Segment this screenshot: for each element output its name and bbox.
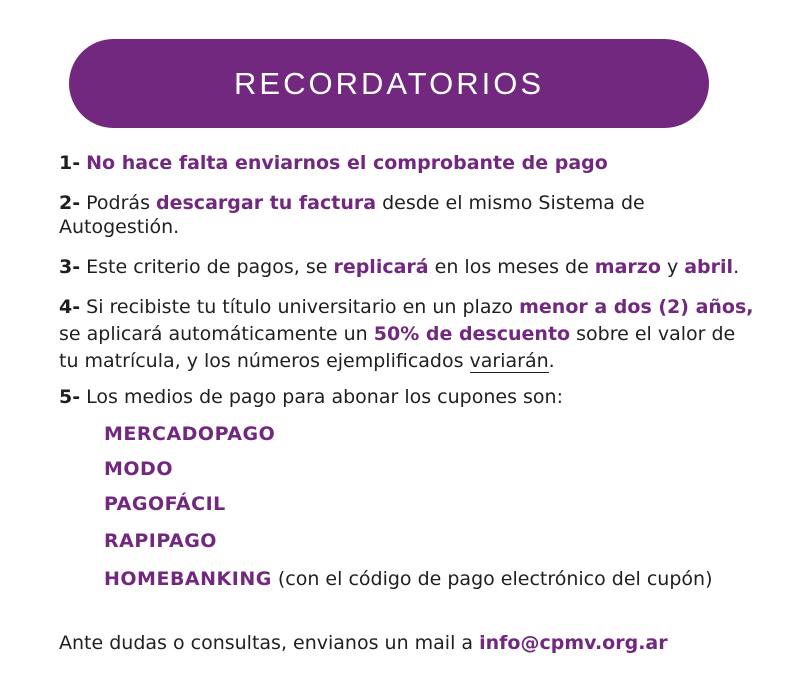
item-text: en los meses de: [428, 256, 595, 278]
page-title: RECORDATORIOS: [234, 65, 544, 101]
item-number: 5-: [59, 386, 81, 408]
header-banner: [69, 39, 709, 128]
item-text: desde el mismo Sistema de Autogestión.: [59, 192, 645, 238]
payment-method-name: HOMEBANKING: [104, 568, 272, 590]
item-text: y: [660, 256, 685, 278]
item-highlight: replicará: [333, 256, 429, 278]
payment-method: [104, 422, 275, 446]
payment-method: [104, 457, 173, 481]
payment-method-name: PAGOFÁCIL: [104, 493, 226, 515]
item-number: 2-: [59, 192, 81, 214]
contact-email-link[interactable]: info@cpmv.org.ar: [479, 632, 668, 654]
item-number: 3-: [59, 256, 81, 278]
item-text: Este criterio de pagos, se: [80, 256, 334, 278]
item-highlight: marzo: [594, 256, 661, 278]
reminder-item-5: [59, 385, 759, 409]
item-number: 4-: [59, 296, 81, 318]
item-text: sobre el valor de tu matrícula, y los números ejemplificados: [59, 323, 736, 372]
reminder-item-1: [59, 151, 759, 175]
item-text: se aplicará automáticamente un: [59, 323, 374, 345]
payment-method-name: MODO: [104, 458, 173, 480]
item-underlined: variarán: [469, 350, 549, 372]
reminder-item-4: [59, 294, 759, 375]
payment-method: [104, 529, 217, 553]
payment-method-name: RAPIPAGO: [104, 530, 217, 552]
reminder-item-2: [59, 191, 759, 239]
payment-method-note: (con el código de pago electrónico del cupón): [271, 568, 713, 590]
footer-text: Ante dudas o consultas, envianos un mail a: [59, 632, 480, 654]
item-highlight: 50% de descuento: [373, 323, 571, 345]
payment-method-name: MERCADOPAGO: [104, 423, 276, 445]
item-highlight: menor a dos (2) años,: [519, 296, 754, 318]
item-text: Si recibiste tu título universitario en un plazo: [80, 296, 520, 318]
reminder-item-3: [59, 255, 759, 279]
item-highlight: No hace falta enviarnos el comprobante de pago: [86, 152, 608, 174]
contact-footer: [59, 631, 759, 655]
item-text: Podrás: [80, 192, 157, 214]
item-text: .: [548, 350, 555, 372]
item-number: 1-: [59, 152, 81, 174]
item-highlight: abril: [684, 256, 734, 278]
item-highlight: descargar tu factura: [156, 192, 377, 214]
item-text: Los medios de pago para abonar los cupones son:: [80, 386, 563, 408]
item-text: .: [733, 256, 740, 278]
payment-method: [104, 492, 226, 516]
payment-method: [104, 567, 713, 591]
